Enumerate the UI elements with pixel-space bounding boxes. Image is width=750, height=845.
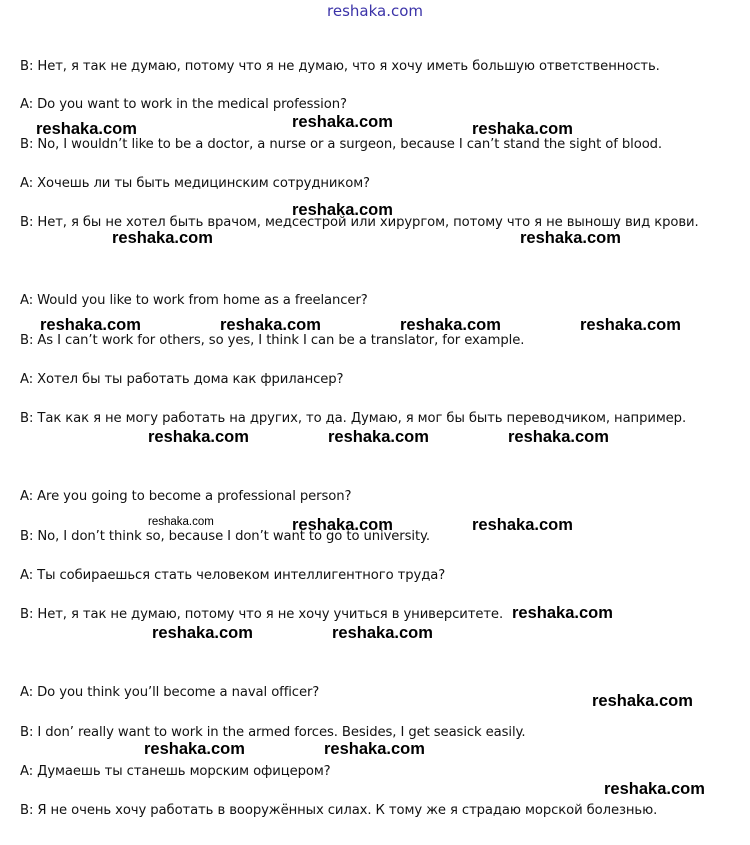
dialogue-line: B: No, I wouldn’t like to be a doctor, a nurse or a surgeon, because I can’t stand the sight of blood. (20, 137, 663, 152)
dialogue-line: A: Ты собираешься стать человеком интеллигентного труда? (20, 568, 446, 583)
dialogue-line: A: Хочешь ли ты быть медицинским сотрудником? (20, 176, 370, 191)
dialogue-line: A: Хотел бы ты работать дома как фрилансер? (20, 372, 344, 387)
watermark: reshaka.com (324, 740, 425, 758)
dialogue-line: B: Нет, я так не думаю, потому что я не думаю, что я хочу иметь большую ответственность. (20, 59, 660, 74)
watermark: reshaka.com (520, 229, 621, 247)
dialogue-line: A: Do you want to work in the medical profession? (20, 97, 347, 112)
dialogue-line: B: As I can’t work for others, so yes, I think I can be a translator, for example. (20, 333, 525, 348)
watermark: reshaka.com (580, 316, 681, 334)
watermark: reshaka.com (512, 604, 613, 622)
watermark: reshaka.com (292, 516, 393, 534)
watermark: reshaka.com (36, 120, 137, 138)
dialogue-line: A: Would you like to work from home as a freelancer? (20, 293, 368, 308)
watermark: reshaka.com (144, 740, 245, 758)
dialogue-line: B: No, I don’t think so, because I don’t want to go to university. (20, 529, 430, 544)
watermark: reshaka.com (40, 316, 141, 334)
watermark: reshaka.com (472, 120, 573, 138)
watermark: reshaka.com (220, 316, 321, 334)
watermark: reshaka.com (148, 428, 249, 446)
watermark: reshaka.com (152, 624, 253, 642)
watermark: reshaka.com (332, 624, 433, 642)
watermark: reshaka.com (604, 780, 705, 798)
watermark: reshaka.com (472, 516, 573, 534)
watermark: reshaka.com (328, 428, 429, 446)
dialogue-line: A: Are you going to become a professional person? (20, 489, 352, 504)
watermark: reshaka.com (292, 113, 393, 131)
dialogue-line: B: Нет, я так не думаю, потому что я не хочу учиться в университете. (20, 607, 504, 622)
dialogue-line: B: I don’ really want to work in the armed forces. Besides, I get seasick easily. (20, 725, 526, 740)
dialogue-line: A: Do you think you’ll become a naval officer? (20, 685, 320, 700)
dialogue-line: A: Думаешь ты станешь морским офицером? (20, 764, 331, 779)
watermark: reshaka.com (292, 201, 393, 219)
header-watermark: reshaka.com (327, 2, 423, 20)
watermark: reshaka.com (112, 229, 213, 247)
watermark: reshaka.com (148, 516, 214, 528)
watermark: reshaka.com (592, 692, 693, 710)
dialogue-line: B: Нет, я бы не хотел быть врачом, медсестрой или хирургом, потому что я не выношу вид крови. (20, 215, 699, 230)
dialogue-line: B: Так как я не могу работать на других, то да. Думаю, я мог бы быть переводчиком, например. (20, 411, 687, 426)
watermark: reshaka.com (400, 316, 501, 334)
dialogue-line: B: Я не очень хочу работать в вооружённых силах. К тому же я страдаю морской болезнью. (20, 803, 658, 818)
watermark: reshaka.com (508, 428, 609, 446)
